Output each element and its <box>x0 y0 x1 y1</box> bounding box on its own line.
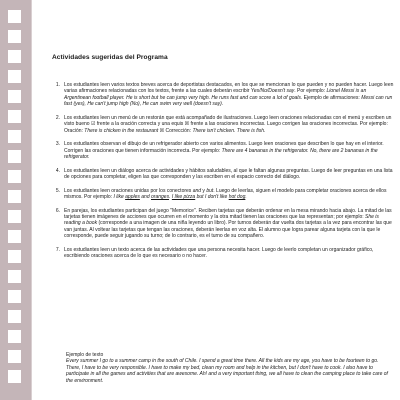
instruction-text: Los estudiantes leen un texto acerca de las actividades que una persona necesita hacer. Luego de leerlo completan un organizador gráfico, escribiendo oraciones acerca de lo que es necesario o no hacer. <box>64 246 374 260</box>
document-body <box>48 0 394 400</box>
sidebar-square <box>8 50 21 63</box>
instruction-text: Los estudiantes leen varios textos breves acerca de deportistas destacados, en los que se mencionan lo que pueden y no pueden hacer. Luego leen varias afirmaciones relacionadas con los textos, frente a las cuales deberán escribir <box>64 82 394 95</box>
sidebar-square <box>8 350 21 363</box>
sidebar-square <box>8 310 21 323</box>
activity-item <box>48 188 394 201</box>
activity-number: 4. <box>55 167 60 174</box>
example-section <box>66 352 392 384</box>
instruction-text: Ejemplo de afirmaciones: <box>302 94 362 101</box>
sidebar-strip <box>0 0 31 400</box>
sidebar-square <box>8 130 21 143</box>
example-underlined: I like pizza <box>171 194 196 201</box>
activity-text <box>64 82 394 108</box>
example-sentence: and <box>139 194 151 201</box>
instruction-text: Los estudiantes leen un menú de un restorán que está acompañado de ilustraciones. Luego leen oraciones relacionadas con el menú y escriben un visto bueno ☑ frente a la oración correcta y una equis ☒ frente a las oraciones incorrectas. Luego corrigen las oraciones incorrectas. Por ejemplo: Oración: <box>64 114 392 134</box>
instruction-text: Corrección: <box>164 127 193 134</box>
sidebar-square <box>8 190 21 203</box>
page-title: Actividades sugeridas del Programa <box>52 54 168 62</box>
example-sentence: I like <box>113 194 126 201</box>
activity-item <box>48 115 394 134</box>
example-sentence: . <box>169 194 172 201</box>
activity-number: 3. <box>55 141 60 148</box>
activity-text <box>64 188 394 201</box>
example-sentence: There is chicken in the restaurant ☒ <box>84 127 165 134</box>
instruction-text: (corresponde a una imagen de una niña leyendo un libro). Por turnos deberán dar vuelta dos tarjetas a la vez para encontrar las que van juntas. Al voltear las tarjetas que tengan las oraciones, deberán leerlas en voz alta. El alumno que logra parear alguna tarjeta con la que le corresponde, puede seguir jugando su turno; de lo contrario, es el turno de su compañero. <box>64 220 392 240</box>
activity-number: 5. <box>55 187 60 194</box>
instruction-text: Los estudiantes leen un diálogo acerca de actividades y hábitos saludables, al que le faltan algunas preguntas. Luego de leer preguntas en una lista de opciones para completar, eligen las que corresponden y las escriben en el espacio correcto del diálogo. <box>64 167 393 181</box>
activity-text <box>64 168 394 181</box>
sidebar-square <box>8 370 21 383</box>
sidebar-square <box>8 110 21 123</box>
activity-text <box>64 141 394 160</box>
sidebar-square <box>8 150 21 163</box>
instruction-text: Los estudiantes observan el dibujo de un refrigerador abierto con varios alimentos. Luego leen oraciones que describen lo que hay en el interior. Corrigen las oraciones que tienen información incorrecta. Por ejemplo: <box>64 141 384 154</box>
instruction-text: Los estudiantes leen oraciones unidas por los conectores <box>64 187 193 194</box>
instruction-text: y <box>201 187 207 194</box>
sidebar-square <box>8 90 21 103</box>
sidebar-square <box>8 270 21 283</box>
example-sentence: Messi can run fast (yes), He can't jump high (No), He can swim very well (doesn't say). <box>64 94 393 108</box>
example-sentence: Yes/No/Doesn't say <box>250 88 295 95</box>
instruction-text: En parejas, los estudiantes participan del juego "Memorice". Reciben tarjetas que deberán ordenar en la mesa mirando hacia abajo. La mitad de las tarjetas tienen imágenes de acciones que ocurren en el momento y la otra mitad tienen las oraciones que las representan; por ejemplo: <box>64 207 392 221</box>
example-underlined: hot dog <box>228 194 246 201</box>
activity-item <box>48 141 394 160</box>
activity-number: 2. <box>55 114 60 121</box>
example-underlined: oranges <box>151 194 170 201</box>
sidebar-square <box>8 10 21 23</box>
activity-number: 6. <box>55 207 60 214</box>
example-sentence: . <box>245 194 247 201</box>
example-sentence: but <box>206 187 214 194</box>
instruction-text: . Luego de leerlas, siguen el modelo para completar oraciones acerca de ellos mismos. Por ejemplo: <box>64 187 387 201</box>
example-text: Every summer I go to a summer camp in the south of Chile. I spend a great time there. All the kids are my age, you have to be fourteen to go. There, I have to be very responsible. I have to make my bed, clean my room and help in the kitchen, but I don't have to cook. I also have to participate in all the games and activities that are awesome. Ah! and a very important thing, we all have to clean the camping place to take care of the environment. <box>66 358 388 384</box>
example-sentence: There isn't chicken. There is fish. <box>192 127 266 134</box>
example-sentence: Lionel Messi is an Argentinean football player. He is short but he can jump very high. He runs fast and can score a lot of goals. <box>64 88 367 101</box>
sidebar-square <box>8 70 21 83</box>
activity-number: 7. <box>55 246 60 253</box>
example-sentence: and <box>192 187 202 194</box>
sidebar-divider <box>31 0 32 400</box>
activity-text <box>64 208 394 240</box>
activity-text <box>64 247 394 260</box>
activity-item <box>48 247 394 260</box>
activity-number: 1. <box>55 82 60 88</box>
activity-item <box>48 82 394 108</box>
activity-item <box>48 168 394 181</box>
example-sentence: I don't like <box>204 194 229 201</box>
sidebar-square <box>8 250 21 263</box>
instruction-text: . Por ejemplo: <box>294 88 327 95</box>
activity-item <box>48 208 394 240</box>
activity-text <box>64 115 394 134</box>
sidebar-square <box>8 210 21 223</box>
example-sentence: She is reading a book <box>64 214 379 227</box>
example-sentence: There are 4 bananas in the refrigerator. No, there are 2 bananas in the refrigerator. <box>64 147 378 161</box>
sidebar-square <box>8 290 21 303</box>
sidebar-square <box>8 170 21 183</box>
example-underlined: apples <box>125 194 140 201</box>
sidebar-square <box>8 30 21 43</box>
sidebar-square <box>8 330 21 343</box>
sidebar-square <box>8 230 21 243</box>
activity-list <box>48 82 394 267</box>
example-sentence: but <box>195 194 205 201</box>
example-heading: Ejemplo de texto <box>66 352 104 358</box>
